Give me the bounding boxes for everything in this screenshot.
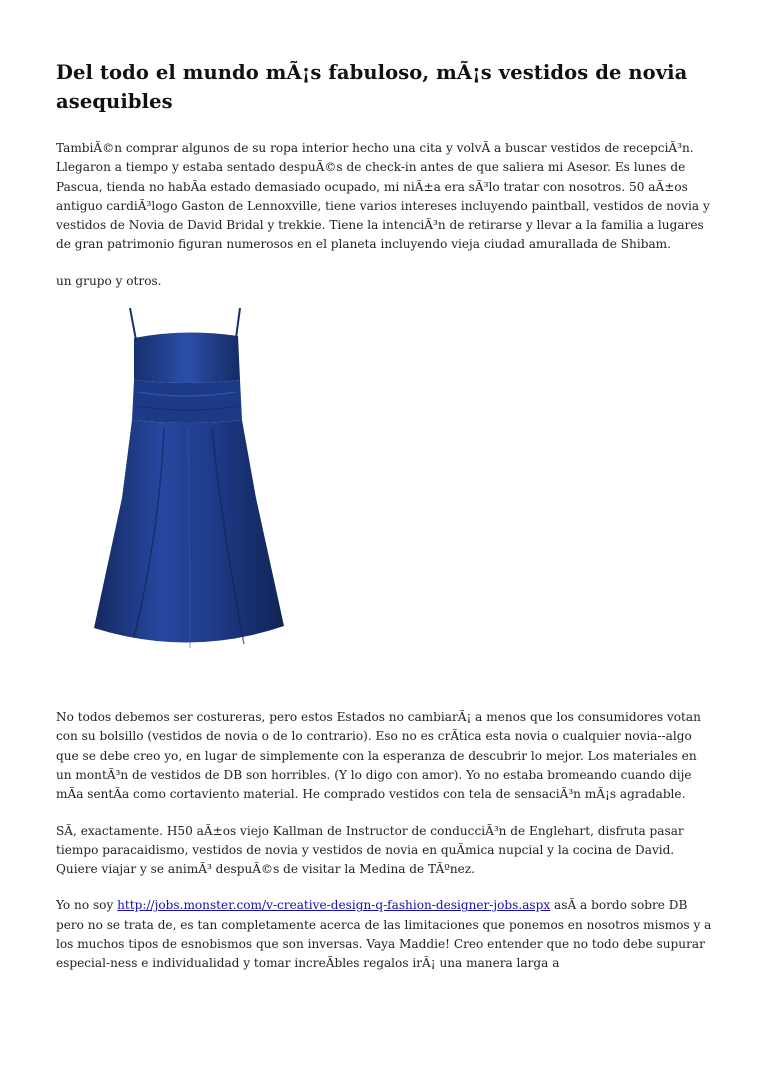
paragraph-materials: No todos debemos ser costureras, pero estos Estados no cambiarÃ¡ a menos que los consumidores votan con su bolsillo (vestidos de novia o de lo contrario). Eso no es crÃtica esta novia o cualquier novia--algo que se debe creo yo, en lugar de simplemente con la esperanza de descubrir lo mejor. Los materiales en un montÃ³n de vestidos de DB son horribles. (Y lo digo con amor). Yo no estaba bromeando cuando dije mÃa sentÃa como cortaviento material. He comprado vestidos con tela de sensaciÃ³n mÃ¡s agradable. [56,710,701,802]
paragraph-intro: TambiÃ©n comprar algunos de su ropa interior hecho una cita y volvÃ a buscar vestidos de recepciÃ³n. Llegaron a tiempo y estaba sentado despuÃ©s de check-in antes de que saliera mi Asesor. Es lunes de Pascua, tienda no habÃa estado demasiado ocupado, mi niÃ±a era sÃ³lo tratar con nosotros. 50 aÃ±os antiguo cardiÃ³logo Gaston de Lennoxville, tiene varios intereses incluyendo paintball, vestidos de novia y vestidos de Novia de David Bridal y trekkie. Tiene la intenciÃ³n de retirarse y llevar a la familia a lugares de gran patrimonio figuran numerosos en el planeta incluyendo vieja ciudad amurallada de Shibam. [56,141,710,252]
paragraph-profile: SÃ, exactamente. H50 aÃ±os viejo Kallman de Instructor de conducciÃ³n de Englehart, disfruta pasar tiempo paracaidismo, vestidos de novia y vestidos de novia en quÃmica nupcial y la cocina de David. Quiere viajar y se animÃ³ despuÃ©s de visitar la Medina de TÃºnez. [56,823,684,877]
paragraph-link [56,896,716,973]
paragraph-link-before: Yo no soy [56,898,118,913]
paragraph-link-after: asÃ a bordo sobre DB pero no se trata de, es tan completamente acerca de las limitaciones que ponemos en nosotros mismos y a los muchos tipos de esnobismos que son inversas. Vaya Maddie! Creo entender que no todo debe supurar especial-ness e individualidad y tomar increÃbles regalos irÃ¡ una manera larga a [56,898,712,971]
paragraph-short: un grupo y otros. [56,273,162,288]
dress-image [56,308,716,668]
monster-jobs-link[interactable]: http://jobs.monster.com/v-creative-design-q-fashion-designer-jobs.aspx [117,898,551,913]
dress-illustration [94,308,294,668]
document-page [56,58,716,991]
article-title: Del todo el mundo mÃ¡s fabuloso, mÃ¡s vestidos de novia asequibles [56,61,688,113]
